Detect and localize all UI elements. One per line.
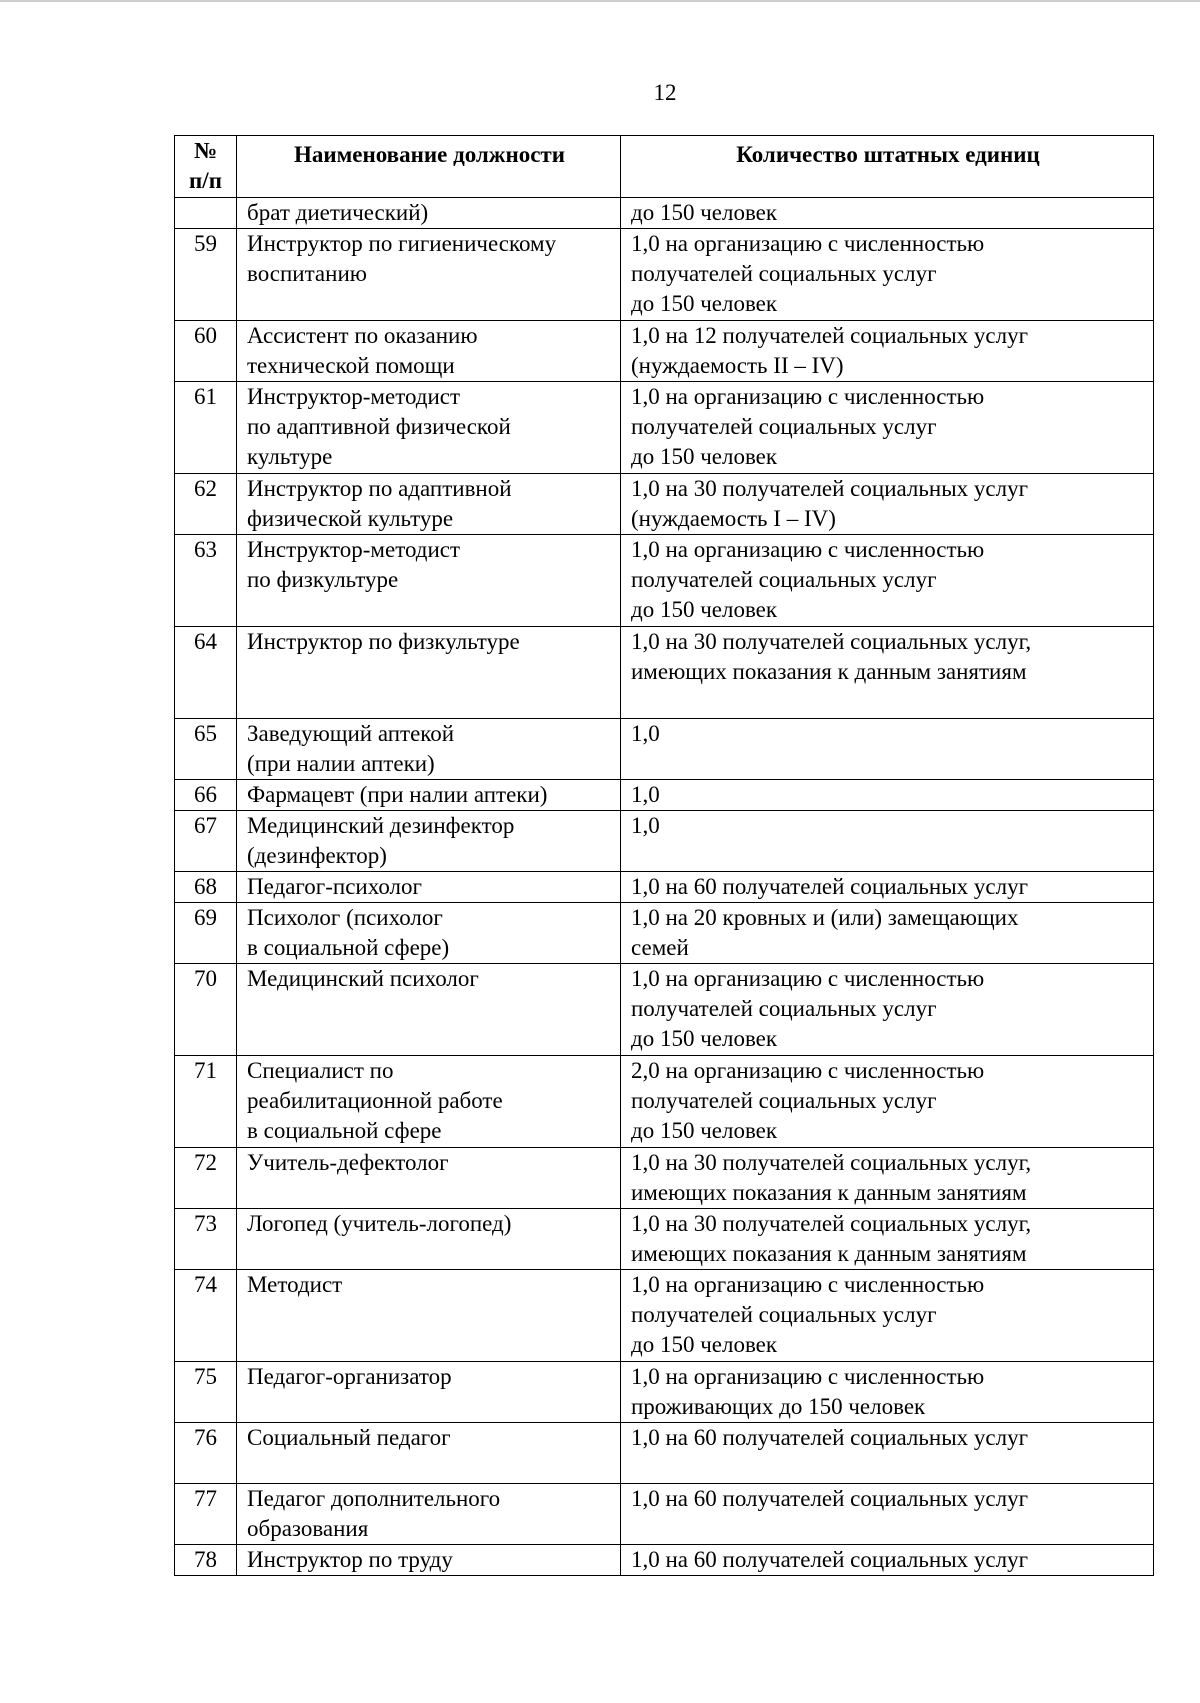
staff-units: до 150 человек: [621, 198, 1154, 229]
row-number: 75: [175, 1362, 237, 1423]
table-row: [175, 964, 1154, 1056]
position-name: Педагог-организатор: [237, 1362, 621, 1423]
staff-units: 1,0 на 30 получателей социальных услуг (нуждаемость I – IV): [621, 474, 1154, 535]
position-name: Инструктор по физкультуре: [237, 627, 621, 719]
row-number: 59: [175, 229, 237, 321]
staff-units: 1,0 на 12 получателей социальных услуг (нуждаемость II – IV): [621, 321, 1154, 382]
staff-units: 1,0 на организацию с численностью получателей социальных услуг до 150 человек: [621, 1270, 1154, 1362]
row-number: 73: [175, 1209, 237, 1270]
table-row: [175, 1423, 1154, 1484]
row-number: 62: [175, 474, 237, 535]
table-row: [175, 198, 1154, 229]
staff-units: 1,0 на 60 получателей социальных услуг: [621, 872, 1154, 903]
row-number: 63: [175, 535, 237, 627]
staff-units: 1,0 на 30 получателей социальных услуг, имеющих показания к данным занятиям: [621, 1148, 1154, 1209]
position-name: Инструктор по труду: [237, 1545, 621, 1576]
position-name: Инструктор-методист по адаптивной физической культуре: [237, 382, 621, 474]
position-name: Педагог-психолог: [237, 872, 621, 903]
staff-units: 1,0 на организацию с численностью проживающих до 150 человек: [621, 1362, 1154, 1423]
table-row: [175, 1362, 1154, 1423]
row-number: 76: [175, 1423, 237, 1484]
staff-units: 1,0 на 30 получателей социальных услуг, имеющих показания к данным занятиям: [621, 1209, 1154, 1270]
row-number: 66: [175, 780, 237, 811]
position-name: Социальный педагог: [237, 1423, 621, 1484]
row-number: 60: [175, 321, 237, 382]
position-name: Медицинский психолог: [237, 964, 621, 1056]
table-row: [175, 903, 1154, 964]
staff-units: 1,0 на организацию с численностью получателей социальных услуг до 150 человек: [621, 382, 1154, 474]
table-row: [175, 321, 1154, 382]
table-row: [175, 1484, 1154, 1545]
row-number: 74: [175, 1270, 237, 1362]
table-row: [175, 872, 1154, 903]
row-number: 71: [175, 1056, 237, 1148]
scan-edge: [0, 0, 1200, 2]
staff-units: 1,0: [621, 719, 1154, 780]
position-name: Ассистент по оказанию технической помощи: [237, 321, 621, 382]
position-name: Методист: [237, 1270, 621, 1362]
staffing-table: [174, 135, 1154, 1576]
row-number: [175, 198, 237, 229]
staff-units: 1,0 на организацию с численностью получателей социальных услуг до 150 человек: [621, 964, 1154, 1056]
table-header-row: [175, 136, 1154, 198]
row-number: 68: [175, 872, 237, 903]
position-name: Специалист по реабилитационной работе в социальной сфере: [237, 1056, 621, 1148]
position-name: Инструктор по гигиеническому воспитанию: [237, 229, 621, 321]
row-number: 77: [175, 1484, 237, 1545]
position-name: Логопед (учитель-логопед): [237, 1209, 621, 1270]
position-name: Инструктор-методист по физкультуре: [237, 535, 621, 627]
table-row: [175, 627, 1154, 719]
staff-units: 1,0 на 60 получателей социальных услуг: [621, 1545, 1154, 1576]
header-staff-units: Количество штатных единиц: [621, 136, 1154, 198]
table-row: [175, 1056, 1154, 1148]
staff-units: 2,0 на организацию с численностью получателей социальных услуг до 150 человек: [621, 1056, 1154, 1148]
row-number: 61: [175, 382, 237, 474]
staff-units: 1,0 на организацию с численностью получателей социальных услуг до 150 человек: [621, 229, 1154, 321]
header-number: № п/п: [175, 136, 237, 198]
table-row: [175, 1209, 1154, 1270]
table-row: [175, 719, 1154, 780]
table-body: [175, 198, 1154, 1576]
row-number: 67: [175, 811, 237, 872]
header-position-name: Наименование должности: [237, 136, 621, 198]
staff-units: 1,0 на организацию с численностью получателей социальных услуг до 150 человек: [621, 535, 1154, 627]
table-row: [175, 229, 1154, 321]
table-row: [175, 1148, 1154, 1209]
position-name: Учитель-дефектолог: [237, 1148, 621, 1209]
staff-units: 1,0: [621, 780, 1154, 811]
table-row: [175, 1545, 1154, 1576]
row-number: 64: [175, 627, 237, 719]
table-row: [175, 535, 1154, 627]
position-name: Медицинский дезинфектор (дезинфектор): [237, 811, 621, 872]
position-name: Заведующий аптекой (при налии аптеки): [237, 719, 621, 780]
row-number: 69: [175, 903, 237, 964]
position-name: Инструктор по адаптивной физической культуре: [237, 474, 621, 535]
position-name: Фармацевт (при налии аптеки): [237, 780, 621, 811]
table-row: [175, 811, 1154, 872]
table-row: [175, 1270, 1154, 1362]
staff-units: 1,0: [621, 811, 1154, 872]
staff-units: 1,0 на 30 получателей социальных услуг, имеющих показания к данным занятиям: [621, 627, 1154, 719]
row-number: 72: [175, 1148, 237, 1209]
position-name: Психолог (психолог в социальной сфере): [237, 903, 621, 964]
position-name: Педагог дополнительного образования: [237, 1484, 621, 1545]
page-number: 12: [653, 80, 677, 105]
table-row: [175, 780, 1154, 811]
staff-units: 1,0 на 60 получателей социальных услуг: [621, 1423, 1154, 1484]
position-name: брат диетический): [237, 198, 621, 229]
row-number: 65: [175, 719, 237, 780]
staff-units: 1,0 на 20 кровных и (или) замещающих семей: [621, 903, 1154, 964]
row-number: 70: [175, 964, 237, 1056]
row-number: 78: [175, 1545, 237, 1576]
table-row: [175, 474, 1154, 535]
table-row: [175, 382, 1154, 474]
staff-units: 1,0 на 60 получателей социальных услуг: [621, 1484, 1154, 1545]
